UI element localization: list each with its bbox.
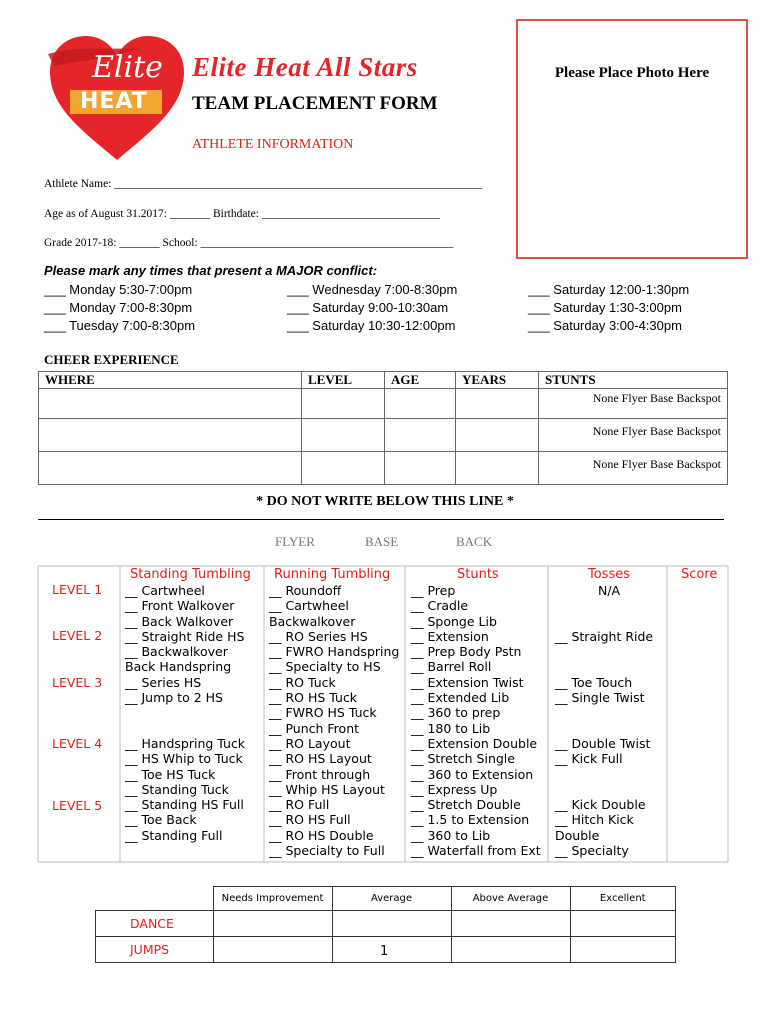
- header-standing-tumbling: Standing Tumbling: [130, 567, 251, 582]
- cheer-experience-title: CHEER EXPERIENCE: [44, 352, 179, 367]
- table-row[interactable]: [96, 911, 676, 937]
- brand-title: Elite Heat All Stars: [192, 52, 418, 82]
- header-score: Score: [681, 567, 718, 582]
- conflict-sat-1030[interactable]: ___ Saturday 10:30-12:00pm: [287, 318, 456, 333]
- level-4-label: LEVEL 4: [52, 736, 103, 751]
- tosses-list[interactable]: __ Straight Ride __ Toe Touch __ Single Twist __ Double Twist __ Kick Full __ Kick Double __ Hitch Kick Double __ Specialty: [555, 628, 654, 859]
- conflict-tue-700[interactable]: ___ Tuesday 7:00-8:30pm: [44, 318, 196, 333]
- rating-cell[interactable]: [213, 911, 332, 937]
- rating-needs-improvement: Needs Improvement: [213, 887, 332, 911]
- rating-cell[interactable]: [570, 937, 676, 963]
- header-level: LEVEL: [302, 372, 385, 389]
- position-base: BASE: [365, 534, 399, 549]
- header-where: WHERE: [39, 372, 302, 389]
- level-3-label: LEVEL 3: [52, 675, 103, 690]
- dance-label: DANCE: [96, 911, 214, 937]
- page-number: 1: [380, 944, 389, 959]
- header-age: AGE: [385, 372, 456, 389]
- conflict-title: Please mark any times that present a MAJOR conflict:: [44, 263, 378, 278]
- grade-school-field[interactable]: Grade 2017-18: _______ School: ____________________________________________: [44, 237, 454, 249]
- rating-cell[interactable]: [213, 937, 332, 963]
- position-back: BACK: [456, 534, 493, 549]
- level-2-label: LEVEL 2: [52, 628, 103, 643]
- header-stunts-eval: Stunts: [457, 567, 499, 582]
- conflict-sat-900[interactable]: ___ Saturday 9:00-10:30am: [287, 300, 449, 315]
- rating-cell[interactable]: [570, 911, 676, 937]
- tosses-level1: N/A: [598, 583, 621, 598]
- form-title: TEAM PLACEMENT FORM: [192, 93, 438, 114]
- position-flyer: FLYER: [275, 534, 315, 549]
- conflict-mon-530[interactable]: ___ Monday 5:30-7:00pm: [44, 282, 193, 297]
- do-not-write-label: * DO NOT WRITE BELOW THIS LINE *: [256, 494, 514, 509]
- rating-excellent: Excellent: [570, 887, 676, 911]
- athlete-info-heading: ATHLETE INFORMATION: [192, 137, 354, 152]
- logo-text-bottom: HEAT: [80, 89, 148, 114]
- conflict-sat-1200[interactable]: ___ Saturday 12:00-1:30pm: [528, 282, 690, 297]
- rating-cell[interactable]: [332, 911, 451, 937]
- standing-tumbling-list[interactable]: __ Cartwheel __ Front Walkover __ Back Walkover __ Straight Ride HS __ Backwalkover Back Handspring __ Series HS __ Jump to 2 HS __ Handspring Tuck __ HS Whip to Tuck __ Toe HS Tuck __ Standing Tuck __ Standing HS Full __ Toe Back __ Standing Full: [125, 583, 246, 843]
- age-birthdate-field[interactable]: Age as of August 31.2017: _______ Birthdate: _______________________________: [44, 208, 441, 220]
- stunt-options[interactable]: None Flyer Base Backspot: [539, 419, 728, 452]
- athlete-name-field[interactable]: Athlete Name: ________________________________________________________________: [44, 178, 483, 190]
- rating-cell[interactable]: [451, 937, 570, 963]
- stunt-options[interactable]: None Flyer Base Backspot: [539, 389, 728, 419]
- rating-above-average: Above Average: [451, 887, 570, 911]
- logo-text-top: Elite: [92, 50, 163, 85]
- conflict-mon-700[interactable]: ___ Monday 7:00-8:30pm: [44, 300, 193, 315]
- header-stunts: STUNTS: [539, 372, 728, 389]
- photo-label: Please Place Photo Here: [554, 65, 710, 81]
- rating-corner: [96, 887, 214, 911]
- header-running-tumbling: Running Tumbling: [274, 567, 391, 582]
- rating-average: Average: [332, 887, 451, 911]
- level-5-label: LEVEL 5: [52, 798, 103, 813]
- level-1-label: LEVEL 1: [52, 582, 103, 597]
- jumps-label: JUMPS: [96, 937, 214, 963]
- conflict-sat-300[interactable]: ___ Saturday 3:00-4:30pm: [528, 318, 682, 333]
- running-tumbling-list[interactable]: __ Roundoff __ Cartwheel Backwalkover __ RO Series HS __ FWRO Handspring __ Specialty to HS __ RO Tuck __ RO HS Tuck __ FWRO HS Tuck __ Punch Front __ RO Layout __ RO HS Layout __ Front through __ Whip HS Layout __ RO Full __ RO HS Full __ RO HS Double __ Specialty to Full: [269, 583, 400, 859]
- rating-cell[interactable]: [332, 937, 451, 963]
- stunts-list[interactable]: __ Prep __ Cradle __ Sponge Lib __ Extension __ Prep Body Pstn __ Barrel Roll __ Extension Twist __ Extended Lib __ 360 to prep __ 180 to Lib __ Extension Double __ Stretch Single __ 360 to Extension __ Express Up __ Stretch Double __ 1.5 to Extension __ 360 to Lib __ Waterfall from Ext: [411, 583, 541, 859]
- conflict-wed-700[interactable]: ___ Wednesday 7:00-8:30pm: [287, 282, 458, 297]
- header-tosses: Tosses: [588, 567, 631, 582]
- conflict-sat-130[interactable]: ___ Saturday 1:30-3:00pm: [528, 300, 682, 315]
- stunt-options[interactable]: None Flyer Base Backspot: [539, 452, 728, 485]
- rating-cell[interactable]: [451, 911, 570, 937]
- header-years: YEARS: [456, 372, 539, 389]
